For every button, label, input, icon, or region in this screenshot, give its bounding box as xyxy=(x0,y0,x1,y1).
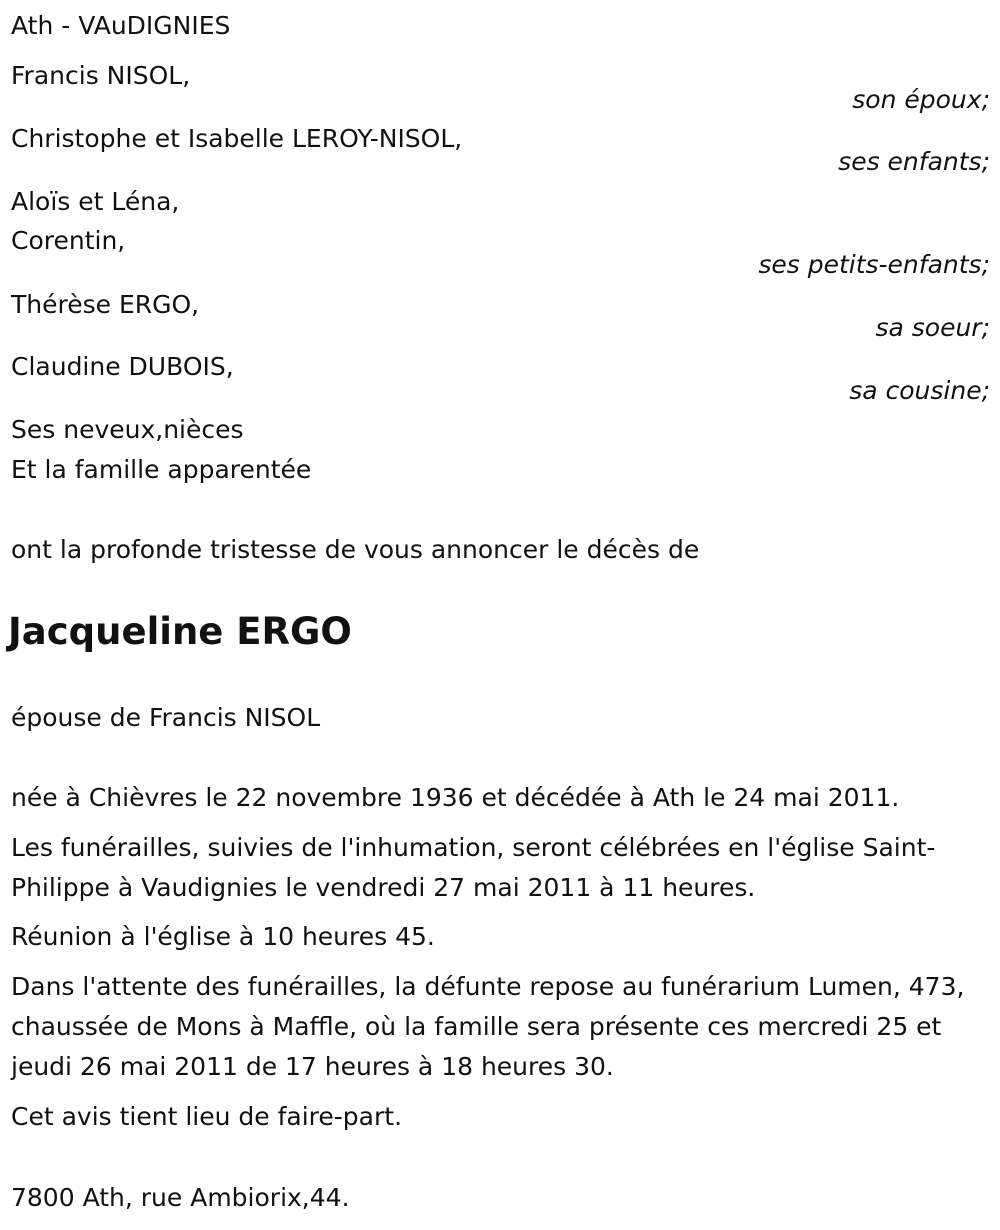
funeral-home-paragraph: Dans l'attente des funérailles, la défunte repose au funérarium Lumen, 473, chaussée de Mons à Maffle, où la famille sera présente ces mercredi 25 et jeudi 26 mai 2011 de 17 heures à 18 heures 30. xyxy=(11,972,965,1081)
family-member-name: Francis NISOL, xyxy=(11,61,191,90)
family-member-name: Et la famille apparentée xyxy=(11,455,312,484)
family-member-name: Thérèse ERGO, xyxy=(11,290,200,319)
notice-line: Cet avis tient lieu de faire-part. xyxy=(11,1102,403,1131)
location-header: Ath - VAuDIGNIES xyxy=(11,11,231,40)
family-member-name: Aloïs et Léna, xyxy=(11,187,180,216)
family-relation: ses enfants; xyxy=(838,147,990,176)
family-relation: sa soeur; xyxy=(875,313,990,342)
family-relation: son époux; xyxy=(852,85,990,114)
spouse-line: épouse de Francis NISOL xyxy=(11,703,321,732)
family-member-name: Christophe et Isabelle LEROY-NISOL, xyxy=(11,124,463,153)
funeral-paragraph: Les funérailles, suivies de l'inhumation, seront célébrées en l'église Saint-Philippe à Vaudignies le vendredi 27 mai 2011 à 11 heures. xyxy=(11,833,936,902)
meeting-line: Réunion à l'église à 10 heures 45. xyxy=(11,922,435,951)
family-relation: sa cousine; xyxy=(849,376,990,405)
family-member-name: Corentin, xyxy=(11,226,126,255)
family-member-name: Ses neveux,nièces xyxy=(11,415,244,444)
deceased-name: Jacqueline ERGO xyxy=(8,610,352,653)
birth-death-line: née à Chièvres le 22 novembre 1936 et décédée à Ath le 24 mai 2011. xyxy=(11,783,900,812)
address-line: 7800 Ath, rue Ambiorix,44. xyxy=(11,1183,350,1212)
family-relation: ses petits-enfants; xyxy=(758,250,990,279)
announcement-text: ont la profonde tristesse de vous annoncer le décès de xyxy=(11,535,700,564)
family-member-name: Claudine DUBOIS, xyxy=(11,352,234,381)
